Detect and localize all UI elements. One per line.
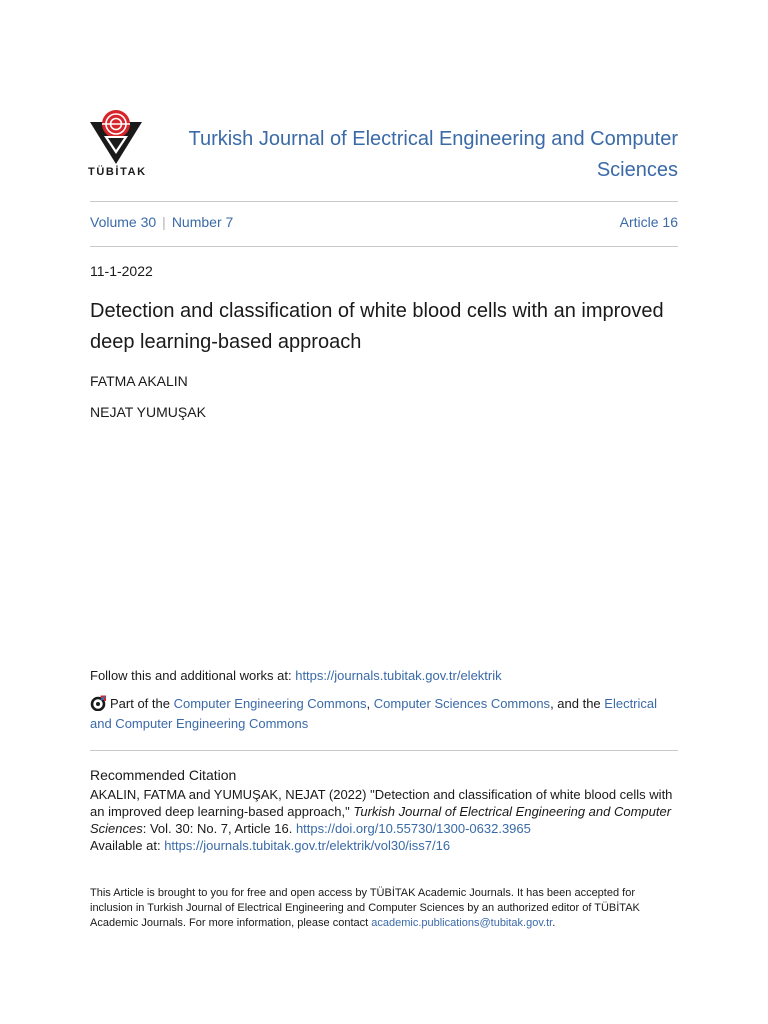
commons-link-computer-engineering[interactable]: Computer Engineering Commons [173, 696, 367, 711]
publication-date: 11-1-2022 [90, 263, 153, 279]
doi-link[interactable]: https://doi.org/10.55730/1300-0632.3965 [295, 821, 531, 836]
author-name: FATMA AKALIN [90, 373, 188, 389]
citation-volume: : Vol. 30: No. 7, Article 16. [142, 821, 296, 836]
citation-body: AKALIN, FATMA and YUMUŞAK, NEJAT (2022) "Detection and classification of white blood cells with an improved deep learning-based approach," [90, 787, 673, 819]
journal-title-link[interactable]: Turkish Journal of Electrical Engineering and Computer Sciences [188, 128, 678, 181]
follow-line [90, 668, 502, 683]
commons-link-electrical-computer-engineering[interactable]: Electrical and Computer Engineering Commons [90, 696, 658, 731]
access-note [90, 886, 680, 931]
volume-link[interactable]: Volume 30 [90, 214, 157, 230]
access-note-text: This Article is brought to you for free and open access by TÜBİTAK Academic Journals. It has been accepted for inclusion in Turkish Journal of Electrical Engineering and Computer Sciences by an authorized editor of TÜBİTAK Academic Journals. For more information, please contact [90, 887, 640, 929]
issue-row [90, 214, 678, 230]
separator: | [162, 214, 166, 230]
commons-link-computer-sciences[interactable]: Computer Sciences Commons [373, 696, 551, 711]
available-link[interactable]: https://journals.tubitak.gov.tr/elektrik/vol30/iss7/16 [164, 838, 451, 853]
logo-wordmark: TÜBİTAK [88, 166, 147, 178]
contact-email-link[interactable]: academic.publications@tubitak.gov.tr [371, 917, 553, 929]
divider [90, 201, 678, 202]
article-link[interactable]: Article 16 [619, 214, 678, 230]
open-access-icon [90, 695, 106, 711]
part-of-prefix: Part of the [110, 696, 174, 711]
number-link[interactable]: Number 7 [171, 214, 234, 230]
citation-journal: Turkish Journal of Electrical Engineering and Computer Sciences [90, 804, 672, 836]
author-name: NEJAT YUMUŞAK [90, 404, 206, 420]
access-note-end: . [552, 917, 556, 929]
part-of-line [90, 694, 680, 734]
commons-separator: , [366, 696, 374, 711]
follow-link[interactable]: https://journals.tubitak.gov.tr/elektrik [295, 668, 502, 683]
citation-text [90, 786, 680, 854]
follow-label: Follow this and additional works at: [90, 668, 296, 683]
article-title: Detection and classification of white blood cells with an improved deep learning-based approach [90, 300, 664, 353]
available-label: Available at: [90, 838, 165, 853]
recommended-citation-heading: Recommended Citation [90, 767, 237, 783]
commons-separator: , and the [550, 696, 605, 711]
divider [90, 750, 678, 751]
divider [90, 246, 678, 247]
